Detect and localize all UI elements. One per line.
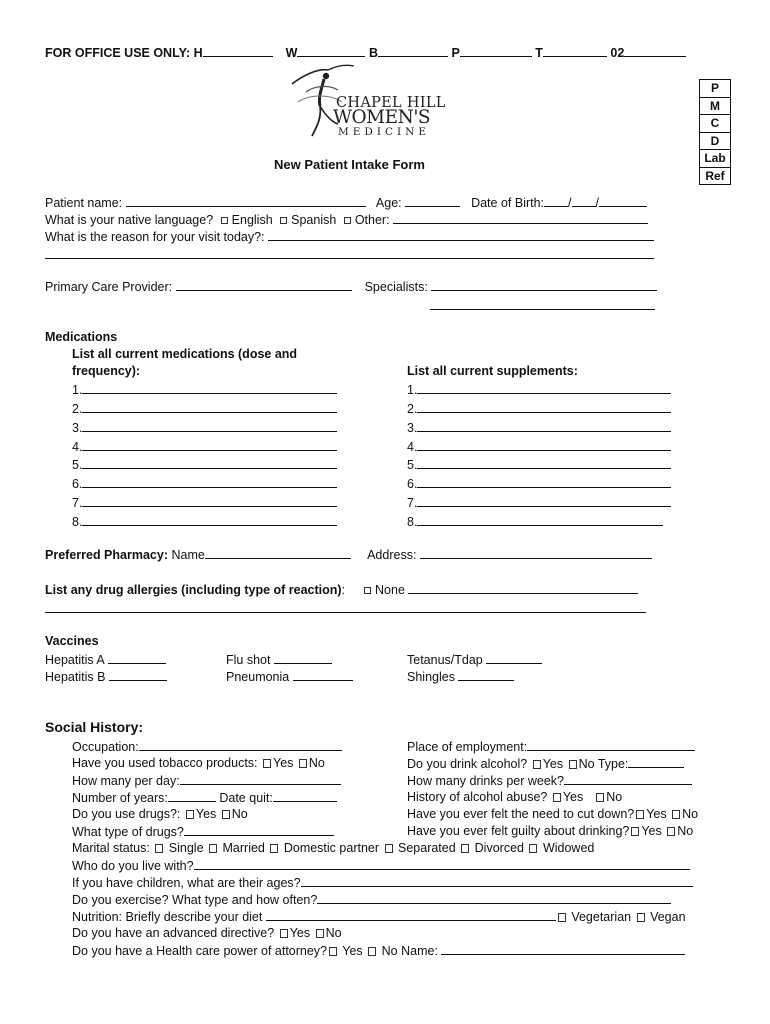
- dob-year-field[interactable]: [599, 195, 647, 207]
- medication-field[interactable]: [82, 382, 337, 394]
- years-label: Number of years:: [72, 791, 168, 805]
- years-row: [72, 790, 337, 806]
- medication-number: 1.: [72, 383, 83, 397]
- supplement-field[interactable]: [417, 401, 671, 413]
- separated-checkbox[interactable]: [385, 844, 393, 853]
- specialists-field-line2[interactable]: [430, 309, 655, 310]
- supplement-number: 6.: [407, 477, 418, 491]
- vegetarian-checkbox[interactable]: [558, 913, 566, 922]
- poa-label: Do you have a Health care power of attorney?: [72, 944, 328, 958]
- language-label: What is your native language?: [45, 213, 214, 227]
- alcohol-label: Do you drink alcohol?: [407, 757, 528, 771]
- supplement-field[interactable]: [417, 514, 663, 526]
- medication-item: [72, 457, 337, 473]
- form-title: New Patient Intake Form: [274, 157, 425, 172]
- pharmacy-name-label: Name: [171, 548, 205, 562]
- children-field[interactable]: [301, 875, 693, 887]
- widowed-checkbox[interactable]: [529, 844, 537, 853]
- dob-month-field[interactable]: [544, 195, 568, 207]
- vegetarian-label: Vegetarian: [571, 910, 632, 924]
- supplement-number: 5.: [407, 458, 418, 472]
- office-b-label: B: [368, 46, 378, 60]
- alcohol-abuse-no-checkbox[interactable]: [596, 793, 604, 802]
- nutrition-field[interactable]: [266, 909, 556, 921]
- directive-row: [72, 926, 342, 941]
- office-code-label: 02: [610, 46, 625, 60]
- alcohol-abuse-yes-label: Yes: [562, 790, 584, 804]
- guilty-row: [407, 824, 693, 839]
- office-table-cell[interactable]: P: [700, 80, 731, 98]
- children-label: If you have children, what are their ages?: [72, 876, 301, 890]
- drugs-no-checkbox[interactable]: [222, 810, 230, 819]
- live-with-row: [72, 858, 690, 874]
- medication-field[interactable]: [82, 420, 337, 432]
- alcohol-no-checkbox[interactable]: [569, 760, 577, 769]
- poa-no-checkbox[interactable]: [368, 947, 376, 956]
- alcohol-yes-label: Yes: [542, 757, 564, 771]
- nutrition-row: [72, 909, 686, 925]
- office-h-label: H: [193, 46, 203, 60]
- drugs-label: Do you use drugs?:: [72, 807, 181, 821]
- date-quit-field[interactable]: [273, 790, 337, 802]
- directive-label: Do you have an advanced directive?: [72, 926, 275, 940]
- guilty-yes-checkbox[interactable]: [631, 827, 639, 836]
- visit-reason-field[interactable]: [268, 229, 654, 241]
- drug-type-row: [72, 824, 334, 840]
- alcohol-no-label: No: [578, 757, 595, 771]
- single-label: Single: [168, 841, 204, 855]
- flu-field[interactable]: [274, 652, 332, 664]
- pneumonia-label: Pneumonia: [226, 670, 290, 684]
- tobacco-no-checkbox[interactable]: [299, 759, 307, 768]
- medication-number: 7.: [72, 496, 83, 510]
- allergies-colon: :: [341, 583, 346, 597]
- medication-field[interactable]: [82, 439, 337, 451]
- pcp-field[interactable]: [176, 279, 352, 291]
- spanish-label: Spanish: [291, 213, 337, 227]
- supplement-number: 1.: [407, 383, 418, 397]
- specialists-label: Specialists:: [364, 280, 428, 294]
- supplement-field[interactable]: [417, 439, 671, 451]
- employment-row: [407, 739, 695, 755]
- pharmacy-name-field[interactable]: [205, 547, 351, 559]
- allergies-none-label: None: [375, 583, 405, 597]
- office-t-field[interactable]: [543, 45, 607, 57]
- logo-text-line1: CHAPEL HILL: [336, 95, 446, 111]
- medication-item: [72, 420, 337, 436]
- allergies-none-checkbox[interactable]: [364, 587, 371, 594]
- occupation-label: Occupation:: [72, 740, 139, 754]
- office-w-label: W: [285, 46, 298, 60]
- cut-down-yes-label: Yes: [646, 807, 667, 821]
- drinks-week-label: How many drinks per week?: [407, 774, 565, 788]
- live-with-label: Who do you live with?: [72, 859, 194, 873]
- drug-type-field[interactable]: [184, 824, 334, 836]
- nutrition-label: Nutrition: Briefly describe your diet: [72, 910, 263, 924]
- directive-yes-label: Yes: [289, 926, 311, 940]
- drinks-week-row: [407, 773, 692, 789]
- alcohol-row: [407, 756, 684, 772]
- supplement-number: 4.: [407, 440, 418, 454]
- medication-item: [72, 382, 337, 398]
- medications-heading: Medications: [45, 330, 118, 344]
- office-use-label: FOR OFFICE USE ONLY:: [45, 46, 191, 60]
- employment-label: Place of employment:: [407, 740, 528, 754]
- poa-yes-label: Yes: [342, 944, 363, 958]
- allergies-label: List any drug allergies (including type of reaction): [45, 583, 342, 597]
- exercise-label: Do you exercise? What type and how often?: [72, 893, 318, 907]
- english-label: English: [231, 213, 273, 227]
- cut-down-yes-checkbox[interactable]: [636, 810, 644, 819]
- guilty-yes-label: Yes: [641, 824, 662, 838]
- vaccine-hep-a: [45, 652, 166, 668]
- divorced-checkbox[interactable]: [461, 844, 469, 853]
- medication-field[interactable]: [82, 476, 337, 488]
- drinks-week-field[interactable]: [564, 773, 692, 785]
- allergies-field-line2[interactable]: [45, 612, 646, 613]
- exercise-field[interactable]: [317, 892, 671, 904]
- language-row: [45, 212, 648, 228]
- alcohol-type-label: Type:: [597, 757, 629, 771]
- medication-item: [72, 514, 337, 530]
- office-p-label: P: [451, 46, 460, 60]
- marital-row: [72, 841, 594, 856]
- medications-list-label: List all current medications (dose and: [72, 347, 298, 361]
- poa-name-field[interactable]: [441, 943, 685, 955]
- supplement-field[interactable]: [417, 495, 671, 507]
- office-code-field[interactable]: [624, 45, 686, 57]
- medications-list-label-cont: frequency):: [72, 364, 141, 378]
- shingles-label: Shingles: [407, 670, 455, 684]
- vaccine-flu: [226, 652, 332, 668]
- per-day-field[interactable]: [180, 773, 341, 785]
- other-language-checkbox[interactable]: [344, 217, 351, 224]
- medication-number: 6.: [72, 477, 83, 491]
- occupation-row: [72, 739, 342, 755]
- logo-text-line3: MEDICINE: [338, 126, 431, 138]
- dob-separator: /: [568, 196, 572, 210]
- tobacco-yes-checkbox[interactable]: [263, 759, 271, 768]
- supplements-list-label: List all current supplements:: [407, 364, 578, 378]
- live-with-field[interactable]: [194, 858, 690, 870]
- office-p-field[interactable]: [460, 45, 532, 57]
- date-quit-label: Date quit:: [219, 791, 273, 805]
- tetanus-field[interactable]: [486, 652, 542, 664]
- drugs-no-label: No: [231, 807, 248, 821]
- other-language-label: Other:: [354, 213, 390, 227]
- spanish-checkbox[interactable]: [280, 217, 287, 224]
- pharmacy-address-label: Address:: [367, 548, 417, 562]
- tobacco-label: Have you used tobacco products:: [72, 756, 258, 770]
- poa-row: [72, 943, 685, 959]
- guilty-no-label: No: [677, 824, 694, 838]
- visit-reason-field-line2[interactable]: [45, 258, 654, 259]
- separated-label: Separated: [398, 841, 456, 855]
- guilty-label: Have you ever felt guilty about drinking?: [407, 824, 630, 838]
- office-b-field[interactable]: [378, 45, 448, 57]
- medication-number: 4.: [72, 440, 83, 454]
- office-use-row: [45, 45, 686, 61]
- dob-label: Date of Birth:: [471, 196, 545, 210]
- directive-no-label: No: [325, 926, 342, 940]
- patient-name-field[interactable]: [126, 195, 366, 207]
- vaccine-hep-b: [45, 669, 167, 685]
- supplement-item: [407, 439, 671, 455]
- office-t-label: T: [535, 46, 543, 60]
- dob-separator: /: [595, 196, 599, 210]
- supplement-item: [407, 420, 671, 436]
- providers-row: [45, 279, 657, 295]
- medication-number: 8.: [72, 515, 83, 529]
- vegan-label: Vegan: [650, 910, 686, 924]
- medication-item: [72, 401, 337, 417]
- medication-field[interactable]: [82, 495, 337, 507]
- alcohol-abuse-no-label: No: [606, 790, 623, 804]
- poa-no-label: No: [381, 944, 398, 958]
- hep-b-field[interactable]: [109, 669, 167, 681]
- pharmacy-row: [45, 547, 652, 563]
- medication-field[interactable]: [82, 457, 337, 469]
- drugs-yes-checkbox[interactable]: [186, 810, 194, 819]
- supplement-number: 7.: [407, 496, 418, 510]
- occupation-field[interactable]: [139, 739, 342, 751]
- age-field[interactable]: [405, 195, 460, 207]
- cut-down-row: [407, 807, 698, 822]
- dob-day-field[interactable]: [572, 195, 596, 207]
- age-label: Age:: [375, 196, 402, 210]
- vaccines-heading: Vaccines: [45, 634, 99, 648]
- visit-reason-label: What is the reason for your visit today?:: [45, 230, 265, 244]
- cut-down-label: Have you ever felt the need to cut down?: [407, 807, 635, 821]
- medication-field[interactable]: [82, 401, 337, 413]
- medication-number: 3.: [72, 421, 83, 435]
- per-day-label: How many per day:: [72, 774, 180, 788]
- office-use-table: [699, 79, 731, 185]
- tobacco-row: [72, 756, 325, 771]
- pharmacy-address-field[interactable]: [420, 547, 652, 559]
- allergies-field[interactable]: [408, 582, 638, 594]
- medication-item: [72, 476, 337, 492]
- medication-number: 5.: [72, 458, 83, 472]
- vaccine-shingles: [407, 669, 514, 685]
- pharmacy-label: Preferred Pharmacy:: [45, 548, 168, 562]
- allergies-row: [45, 582, 638, 598]
- supplement-number: 2.: [407, 402, 418, 416]
- drug-type-label: What type of drugs?: [72, 825, 184, 839]
- hep-a-field[interactable]: [108, 652, 166, 664]
- flu-label: Flu shot: [226, 653, 271, 667]
- supplement-item: [407, 476, 671, 492]
- per-day-row: [72, 773, 341, 789]
- alcohol-yes-checkbox[interactable]: [533, 760, 541, 769]
- supplement-item: [407, 514, 663, 530]
- supplement-number: 3.: [407, 421, 418, 435]
- directive-no-checkbox[interactable]: [316, 929, 324, 938]
- alcohol-type-field[interactable]: [628, 756, 684, 768]
- hep-a-label: Hepatitis A: [45, 653, 105, 667]
- visit-reason-row: [45, 229, 654, 245]
- supplement-number: 8.: [407, 515, 418, 529]
- cut-down-no-checkbox[interactable]: [672, 810, 680, 819]
- alcohol-abuse-row: [407, 790, 622, 805]
- vegan-checkbox[interactable]: [637, 913, 645, 922]
- other-language-field[interactable]: [393, 212, 648, 224]
- divorced-label: Divorced: [474, 841, 524, 855]
- hep-b-label: Hepatitis B: [45, 670, 106, 684]
- supplement-field[interactable]: [417, 382, 671, 394]
- pneumonia-field[interactable]: [293, 669, 353, 681]
- office-table-cell[interactable]: D: [700, 132, 731, 150]
- single-checkbox[interactable]: [155, 844, 163, 853]
- office-table-cell[interactable]: M: [700, 97, 731, 115]
- widowed-label: Widowed: [542, 841, 595, 855]
- tetanus-label: Tetanus/Tdap: [407, 653, 483, 667]
- supplement-item: [407, 495, 671, 511]
- vaccine-pneumonia: [226, 669, 353, 685]
- domestic-partner-checkbox[interactable]: [270, 844, 278, 853]
- alcohol-abuse-yes-checkbox[interactable]: [553, 793, 561, 802]
- vaccine-tetanus: [407, 652, 542, 668]
- drugs-row: [72, 807, 248, 822]
- domestic-partner-label: Domestic partner: [283, 841, 380, 855]
- supplement-item: [407, 401, 671, 417]
- children-row: [72, 875, 693, 891]
- married-label: Married: [222, 841, 265, 855]
- supplement-field[interactable]: [417, 476, 671, 488]
- years-field[interactable]: [168, 790, 216, 802]
- office-w-field[interactable]: [297, 45, 365, 57]
- poa-yes-checkbox[interactable]: [329, 947, 337, 956]
- medication-number: 2.: [72, 402, 83, 416]
- office-h-field[interactable]: [203, 45, 273, 57]
- cut-down-no-label: No: [682, 807, 699, 821]
- tobacco-yes-label: Yes: [273, 756, 294, 770]
- supplement-field[interactable]: [417, 457, 671, 469]
- shingles-field[interactable]: [458, 669, 514, 681]
- medication-item: [72, 439, 337, 455]
- supplement-field[interactable]: [417, 420, 671, 432]
- supplement-item: [407, 457, 671, 473]
- directive-yes-checkbox[interactable]: [280, 929, 288, 938]
- office-table-cell[interactable]: Ref: [700, 167, 731, 185]
- guilty-no-checkbox[interactable]: [667, 827, 675, 836]
- social-history-heading: Social History:: [45, 719, 144, 735]
- patient-name-label: Patient name:: [45, 196, 123, 210]
- medication-field[interactable]: [82, 514, 337, 526]
- drugs-yes-label: Yes: [195, 807, 217, 821]
- specialists-field[interactable]: [431, 279, 657, 291]
- alcohol-abuse-label: History of alcohol abuse?: [407, 790, 548, 804]
- pcp-label: Primary Care Provider:: [45, 280, 173, 294]
- patient-name-row: [45, 195, 647, 211]
- supplement-item: [407, 382, 671, 398]
- english-checkbox[interactable]: [221, 217, 228, 224]
- tobacco-no-label: No: [308, 756, 325, 770]
- office-table-cell[interactable]: Lab: [700, 150, 731, 168]
- employment-field[interactable]: [527, 739, 695, 751]
- logo-text-line2: WOMEN'S: [333, 107, 431, 128]
- exercise-row: [72, 892, 671, 908]
- medication-item: [72, 495, 337, 511]
- marital-label: Marital status:: [72, 841, 150, 855]
- office-table-cell[interactable]: C: [700, 115, 731, 133]
- married-checkbox[interactable]: [209, 844, 217, 853]
- poa-name-label: Name:: [401, 944, 438, 958]
